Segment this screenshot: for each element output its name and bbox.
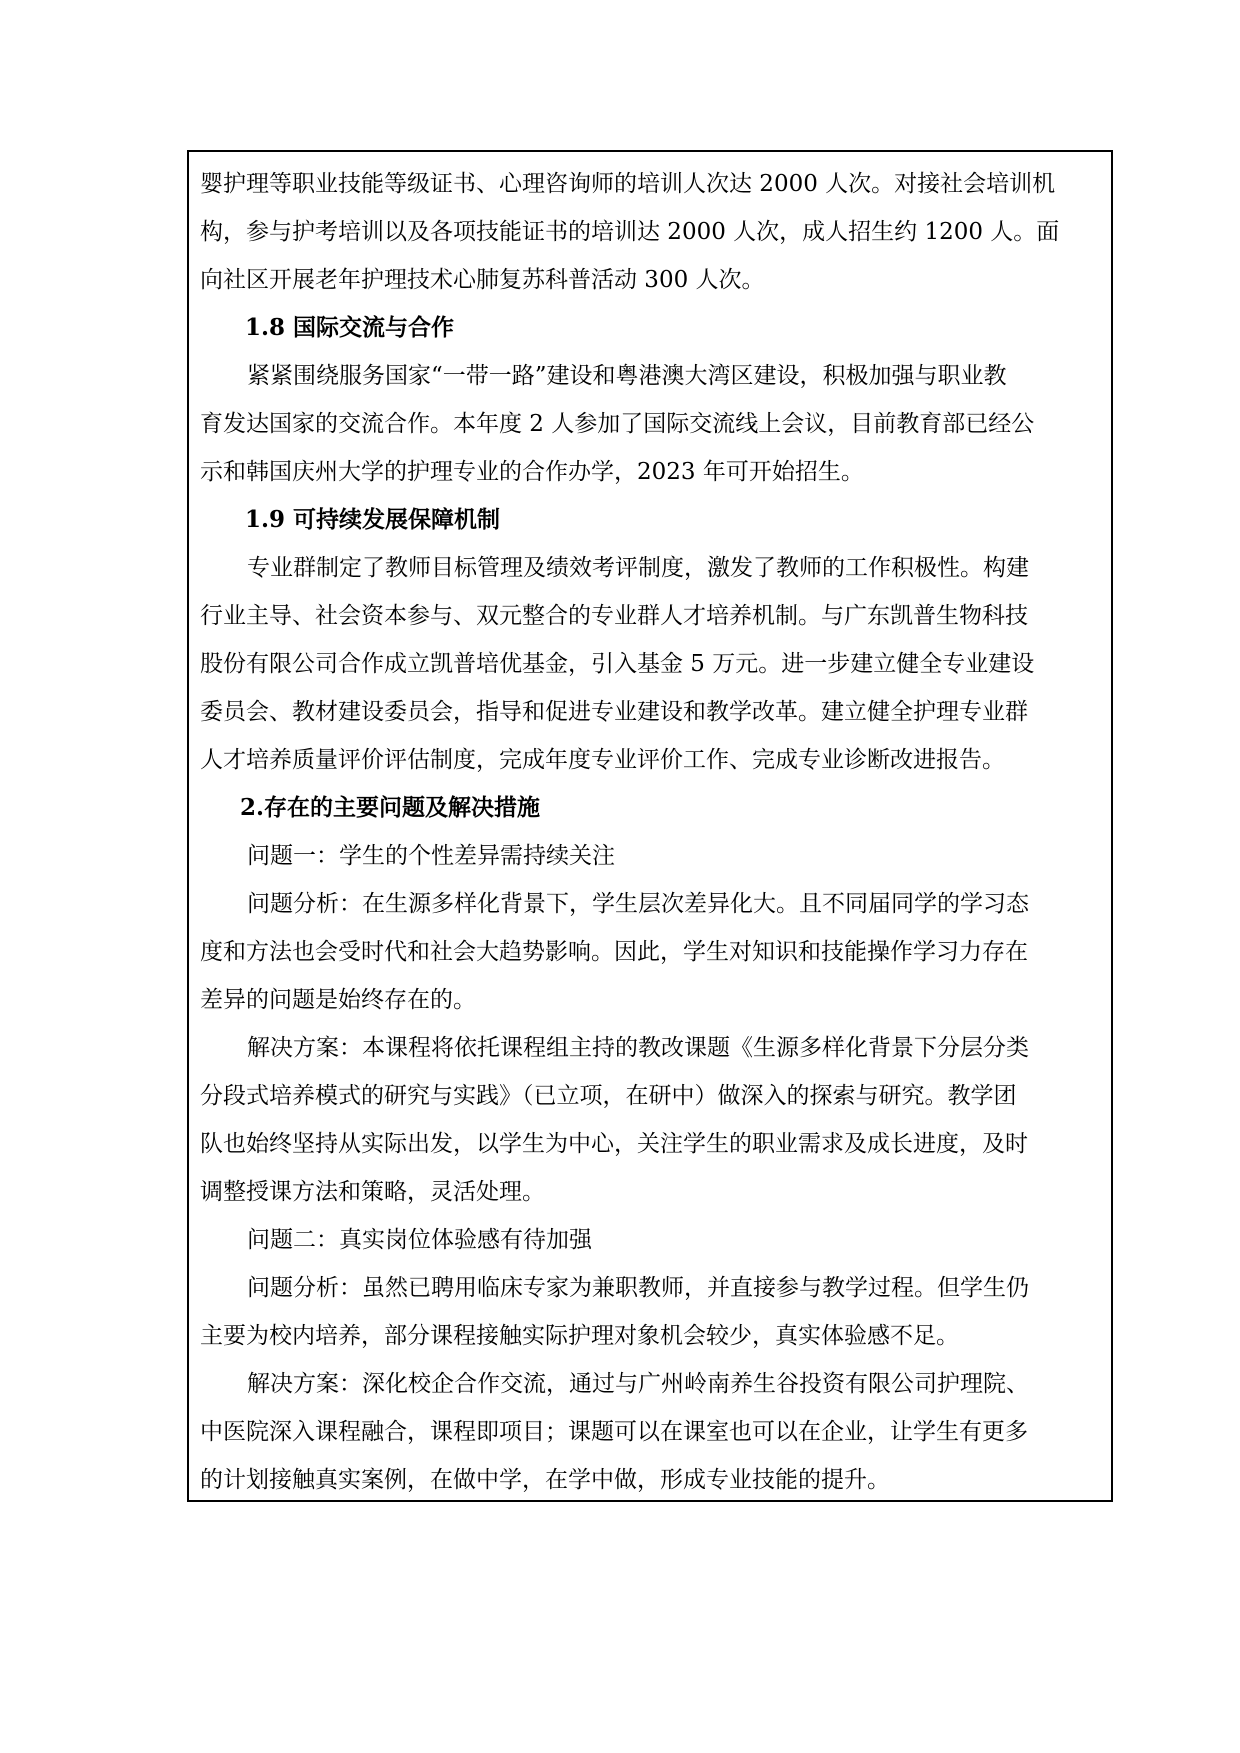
- text-line: 的计划接触真实案例，在做中学，在学中做，形成专业技能的提升。: [200, 1467, 890, 1493]
- text-line: 育发达国家的交流合作。本年度 2 人参加了国际交流线上会议，目前教育部已经公: [200, 411, 1035, 437]
- text-line: 婴护理等职业技能等级证书、心理咨询师的培训人次达 2000 人次。对接社会培训机: [200, 171, 1056, 197]
- text-line: 向社区开展老年护理技术心肺复苏科普活动 300 人次。: [200, 267, 765, 293]
- text-line: 问题分析：在生源多样化背景下，学生层次差异化大。且不同届同学的学习态: [247, 891, 1029, 917]
- text-line: 队也始终坚持从实际出发，以学生为中心，关注学生的职业需求及成长进度，及时: [200, 1131, 1028, 1157]
- section-heading-1-9: 1.9 可持续发展保障机制: [245, 506, 501, 533]
- text-line: 紧紧围绕服务国家“一带一路”建设和粤港澳大湾区建设，积极加强与职业教: [247, 363, 1007, 389]
- text-line: 委员会、教材建设委员会，指导和促进专业建设和教学改革。建立健全护理专业群: [200, 699, 1028, 725]
- problem-one-title: 问题一：学生的个性差异需持续关注: [247, 843, 615, 869]
- text-line: 问题分析：虽然已聘用临床专家为兼职教师，并直接参与教学过程。但学生仍: [247, 1275, 1029, 1301]
- problem-two-title: 问题二：真实岗位体验感有待加强: [247, 1227, 592, 1253]
- text-line: 股份有限公司合作成立凯普培优基金，引入基金 5 万元。进一步建立健全专业建设: [200, 651, 1035, 677]
- text-line: 中医院深入课程融合，课程即项目；课题可以在课室也可以在企业，让学生有更多: [200, 1419, 1028, 1445]
- text-line: 构，参与护考培训以及各项技能证书的培训达 2000 人次，成人招生约 1200 人。面: [200, 219, 1060, 245]
- text-line: 人才培养质量评价评估制度，完成年度专业评价工作、完成专业诊断改进报告。: [200, 747, 1005, 773]
- section-heading-2: 2.存在的主要问题及解决措施: [240, 794, 541, 821]
- text-line: 示和韩国庆州大学的护理专业的合作办学，2023 年可开始招生。: [200, 459, 864, 485]
- text-line: 解决方案：本课程将依托课程组主持的教改课题《生源多样化背景下分层分类: [247, 1035, 1029, 1061]
- text-line: 专业群制定了教师目标管理及绩效考评制度，激发了教师的工作积极性。构建: [247, 555, 1029, 581]
- text-line: 解决方案：深化校企合作交流，通过与广州岭南养生谷投资有限公司护理院、: [247, 1371, 1029, 1397]
- text-line: 差异的问题是始终存在的。: [200, 987, 476, 1013]
- text-line: 分段式培养模式的研究与实践》（已立项，在研中）做深入的探索与研究。教学团: [200, 1083, 1017, 1109]
- text-line: 行业主导、社会资本参与、双元整合的专业群人才培养机制。与广东凯普生物科技: [200, 603, 1028, 629]
- text-line: 度和方法也会受时代和社会大趋势影响。因此，学生对知识和技能操作学习力存在: [200, 939, 1028, 965]
- section-heading-1-8: 1.8 国际交流与合作: [245, 314, 455, 341]
- text-line: 调整授课方法和策略，灵活处理。: [200, 1179, 545, 1205]
- text-line: 主要为校内培养，部分课程接触实际护理对象机会较少，真实体验感不足。: [200, 1323, 959, 1349]
